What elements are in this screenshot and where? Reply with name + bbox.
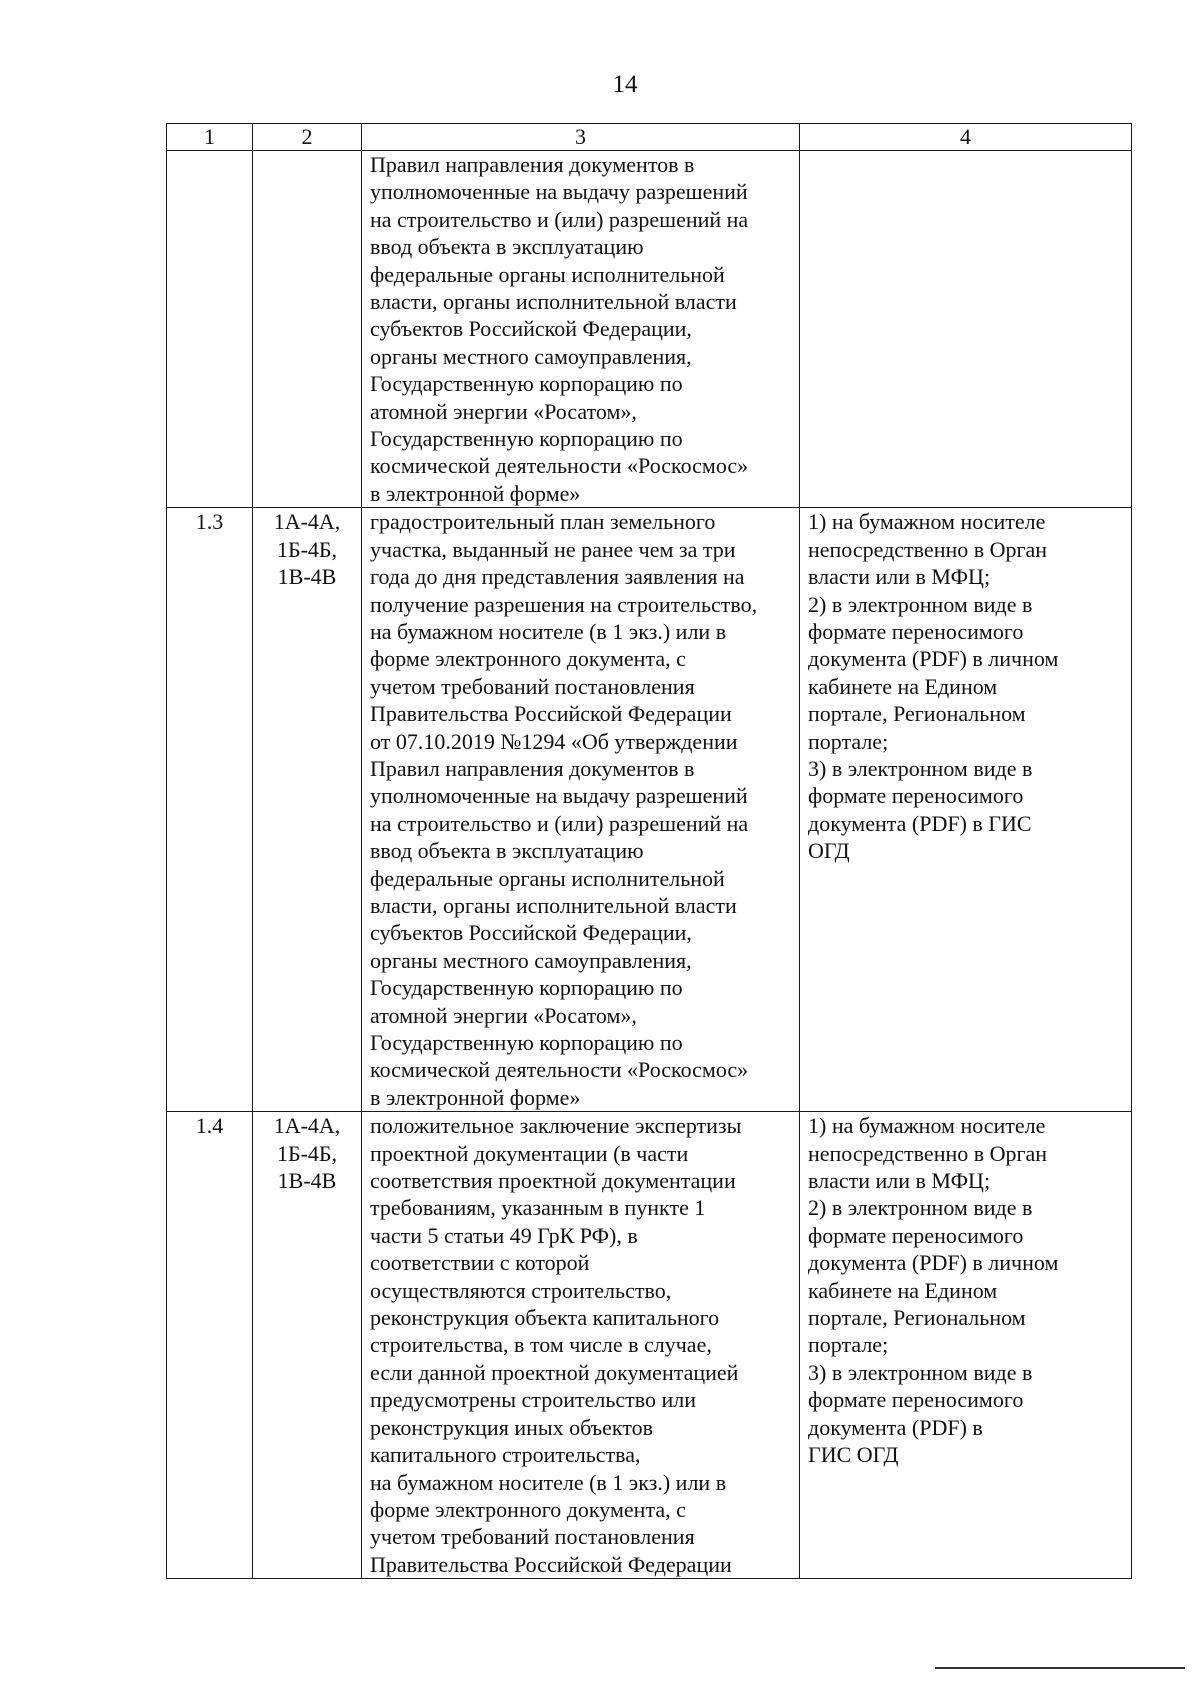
description-line: форме электронного документа, с: [370, 1496, 686, 1522]
document-description-cell: [362, 1112, 800, 1579]
table-row: [167, 151, 1132, 508]
codes-cell: [253, 508, 362, 1112]
method-line: документа (PDF) в личном: [808, 1250, 1059, 1276]
description-line: года до дня представления заявления на: [370, 564, 745, 590]
method-line: непосредственно в Орган: [808, 1140, 1048, 1166]
code-line: 1Б-4Б,: [276, 536, 338, 562]
column-header-4: 4: [800, 124, 1132, 151]
method-line: 3) в электронном виде в: [808, 1359, 1033, 1385]
document-description-cell: [362, 508, 800, 1112]
description-line: органы местного самоуправления,: [370, 343, 692, 369]
description-line: осуществляются строительство,: [370, 1277, 672, 1303]
method-line: 3) в электронном виде в: [808, 755, 1033, 781]
code-line: 1В-4В: [277, 564, 337, 590]
method-line: портале;: [808, 1332, 889, 1358]
description-line: Правил направления документов в: [370, 152, 695, 177]
method-line: портале, Региональном: [808, 1305, 1026, 1331]
description-line: Государственную корпорацию по: [370, 426, 683, 452]
description-line: от 07.10.2019 №1294 «Об утверждении: [370, 728, 738, 754]
column-header-1: 1: [167, 124, 253, 151]
description-line: градостроительный план земельного: [370, 509, 716, 535]
description-line: Государственную корпорацию по: [370, 975, 683, 1001]
description-line: получение разрешения на строительство,: [370, 591, 758, 617]
code-line: 1А-4А,: [273, 1113, 341, 1139]
code-line: 1Б-4Б,: [276, 1140, 338, 1166]
method-line: 2) в электронном виде в: [808, 591, 1033, 617]
description-line: форме электронного документа, с: [370, 646, 686, 672]
description-line: на бумажном носителе (в 1 экз.) или в: [370, 618, 727, 644]
description-line: на строительство и (или) разрешений на: [370, 810, 749, 836]
code-line: 1В-4В: [277, 1168, 337, 1194]
table-row: [167, 508, 1132, 1112]
column-header-3: 3: [362, 124, 800, 151]
description-line: Правительства Российской Федерации: [370, 701, 732, 727]
method-line: формате переносимого: [808, 618, 1024, 644]
table-header-row: [167, 124, 1132, 151]
submission-method-cell: [800, 508, 1132, 1112]
method-line: власти или в МФЦ;: [808, 1168, 991, 1194]
description-line: Государственную корпорацию по: [370, 371, 683, 397]
description-line: в электронной форме»: [370, 480, 581, 506]
description-line: федеральные органы исполнительной: [370, 865, 725, 891]
description-line: уполномоченные на выдачу разрешений: [370, 179, 748, 205]
description-line: положительное заключение экспертизы: [370, 1113, 742, 1139]
description-line: Государственную корпорацию по: [370, 1030, 683, 1055]
description-line: субъектов Российской Федерации,: [370, 920, 692, 946]
description-line: реконструкция иных объектов: [370, 1414, 654, 1440]
method-line: формате переносимого: [808, 783, 1024, 809]
description-line: проектной документации (в части: [370, 1140, 689, 1166]
description-line: ввод объекта в эксплуатацию: [370, 838, 644, 864]
description-line: капитального строительства,: [370, 1442, 641, 1468]
row-number-cell: 1.4: [167, 1112, 253, 1579]
description-line: соответствии с которой: [370, 1250, 590, 1276]
method-line: документа (PDF) в ГИС: [808, 810, 1032, 836]
description-line: уполномоченные на выдачу разрешений: [370, 783, 748, 809]
description-line: на бумажном носителе (в 1 экз.) или в: [370, 1469, 727, 1495]
codes-cell: [253, 151, 362, 508]
method-line: документа (PDF) в личном: [808, 646, 1059, 672]
description-line: участка, выданный не ранее чем за три: [370, 536, 736, 562]
table-body: [167, 151, 1132, 1579]
row-number-cell: [167, 151, 253, 508]
method-line: формате переносимого: [808, 1387, 1024, 1413]
codes-cell: [253, 1112, 362, 1579]
page-number: 14: [612, 71, 638, 98]
method-line: кабинете на Едином: [808, 1277, 998, 1303]
description-line: федеральные органы исполнительной: [370, 261, 725, 287]
description-line: реконструкция объекта капитального: [370, 1305, 720, 1331]
description-line: власти, органы исполнительной власти: [370, 892, 737, 918]
document-description-cell: [362, 151, 800, 508]
method-line: документа (PDF) в: [808, 1414, 983, 1440]
description-line: Правил направления документов в: [370, 755, 695, 781]
description-line: на строительство и (или) разрешений на: [370, 206, 749, 232]
description-line: ввод объекта в эксплуатацию: [370, 234, 644, 260]
description-line: власти, органы исполнительной власти: [370, 289, 737, 315]
submission-method-cell: [800, 1112, 1132, 1579]
description-line: если данной проектной документацией: [370, 1359, 739, 1385]
method-line: ГИС ОГД: [808, 1442, 899, 1468]
description-line: атомной энергии «Росатом»,: [370, 1002, 637, 1028]
description-line: космической деятельности «Роскосмос»: [370, 453, 749, 479]
description-line: строительства, в том числе в случае,: [370, 1332, 712, 1358]
description-line: в электронной форме»: [370, 1084, 581, 1110]
method-line: 1) на бумажном носителе: [808, 1113, 1046, 1139]
description-line: Правительства Российской Федерации: [370, 1551, 732, 1577]
row-number-cell: 1.3: [167, 508, 253, 1112]
description-line: органы местного самоуправления,: [370, 947, 692, 973]
description-line: части 5 статьи 49 ГрК РФ), в: [370, 1222, 638, 1248]
method-line: ОГД: [808, 838, 850, 864]
submission-method-cell: [800, 151, 1132, 508]
code-line: 1А-4А,: [273, 509, 341, 535]
document-table: [166, 123, 1132, 1579]
description-line: субъектов Российской Федерации,: [370, 316, 692, 342]
method-line: 2) в электронном виде в: [808, 1195, 1033, 1221]
method-line: власти или в МФЦ;: [808, 564, 991, 590]
description-line: учетом требований постановления: [370, 673, 695, 699]
column-header-2: 2: [253, 124, 362, 151]
method-line: портале, Региональном: [808, 701, 1026, 727]
description-line: требованиям, указанным в пункте 1: [370, 1195, 706, 1221]
method-line: формате переносимого: [808, 1222, 1024, 1248]
description-line: учетом требований постановления: [370, 1524, 695, 1550]
description-line: космической деятельности «Роскосмос»: [370, 1057, 749, 1083]
description-line: соответствия проектной документации: [370, 1168, 736, 1194]
method-line: 1) на бумажном носителе: [808, 509, 1046, 535]
description-line: атомной энергии «Росатом»,: [370, 398, 637, 424]
description-line: предусмотрены строительство или: [370, 1387, 696, 1413]
method-line: непосредственно в Орган: [808, 536, 1048, 562]
method-line: портале;: [808, 728, 889, 754]
table-row: [167, 1112, 1132, 1579]
footer-divider: [935, 1667, 1185, 1669]
method-line: кабинете на Едином: [808, 673, 998, 699]
